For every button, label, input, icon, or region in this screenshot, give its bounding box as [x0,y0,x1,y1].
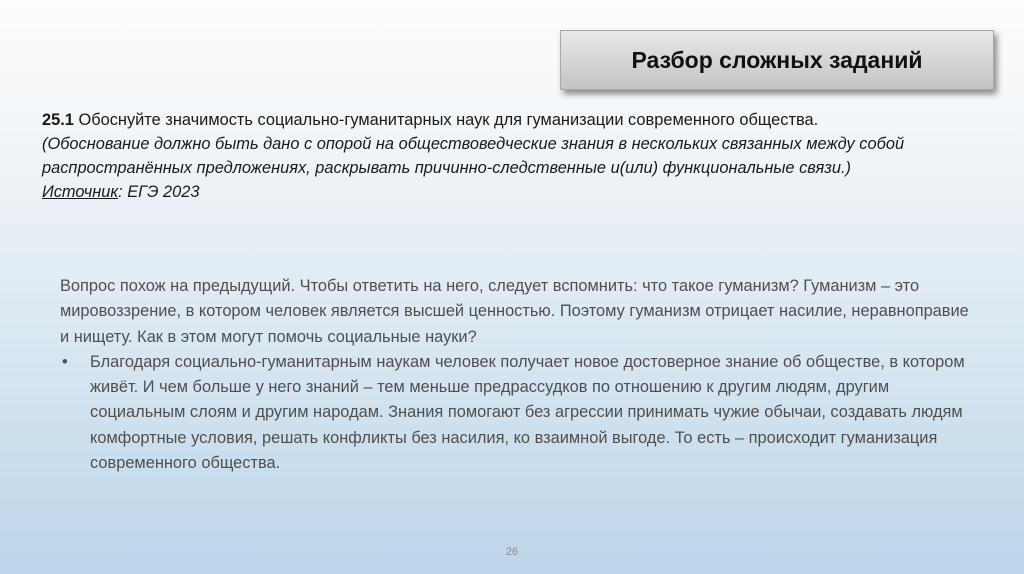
answer-bullet-text: Благодаря социально-гуманитарным наукам человек получает новое достоверное знание об обществе, в котором живёт. И чем больше у него знаний – тем меньше предрассудков по отношению к другим людям, другим социальным слоям и другим народам. Знания помогают без агрессии принимать чужие обычаи, создавать людям комфортные условия, решать конфликты без насилия, ко взаимной выгоде. То есть – происходит гуманизация современного общества. [90,352,965,473]
slide-title: Разбор сложных заданий [631,46,923,73]
task-question: Обоснуйте значимость социально-гуманитарных наук для гуманизации современного общества. [73,111,819,129]
page-number: 26 [505,546,519,558]
bullet-dot: • [62,352,68,371]
task-instruction: (Обоснование должно быть дано с опорой на обществоведческие знания в нескольких связанных между собой распространённых предложениях, раскрывать причинно-следственные и(или) функциональные связи.) [42,135,905,177]
answer-bullet-item [60,350,980,476]
task-number: 25.1 [42,111,74,129]
source-value: : ЕГЭ 2023 [118,183,200,201]
slide-title-box [560,30,994,90]
answer-block [60,274,980,476]
answer-intro: Вопрос похож на предыдущий. Чтобы ответить на него, следует вспомнить: что такое гуманизм? Гуманизм – это мировоззрение, в котором человек является высшей ценностью. Поэтому гуманизм отрицает насилие, неравноправие и нищету. Как в этом могут помочь социальные науки? [60,277,969,346]
task-block [42,108,992,204]
source-label: Источник [42,183,119,201]
